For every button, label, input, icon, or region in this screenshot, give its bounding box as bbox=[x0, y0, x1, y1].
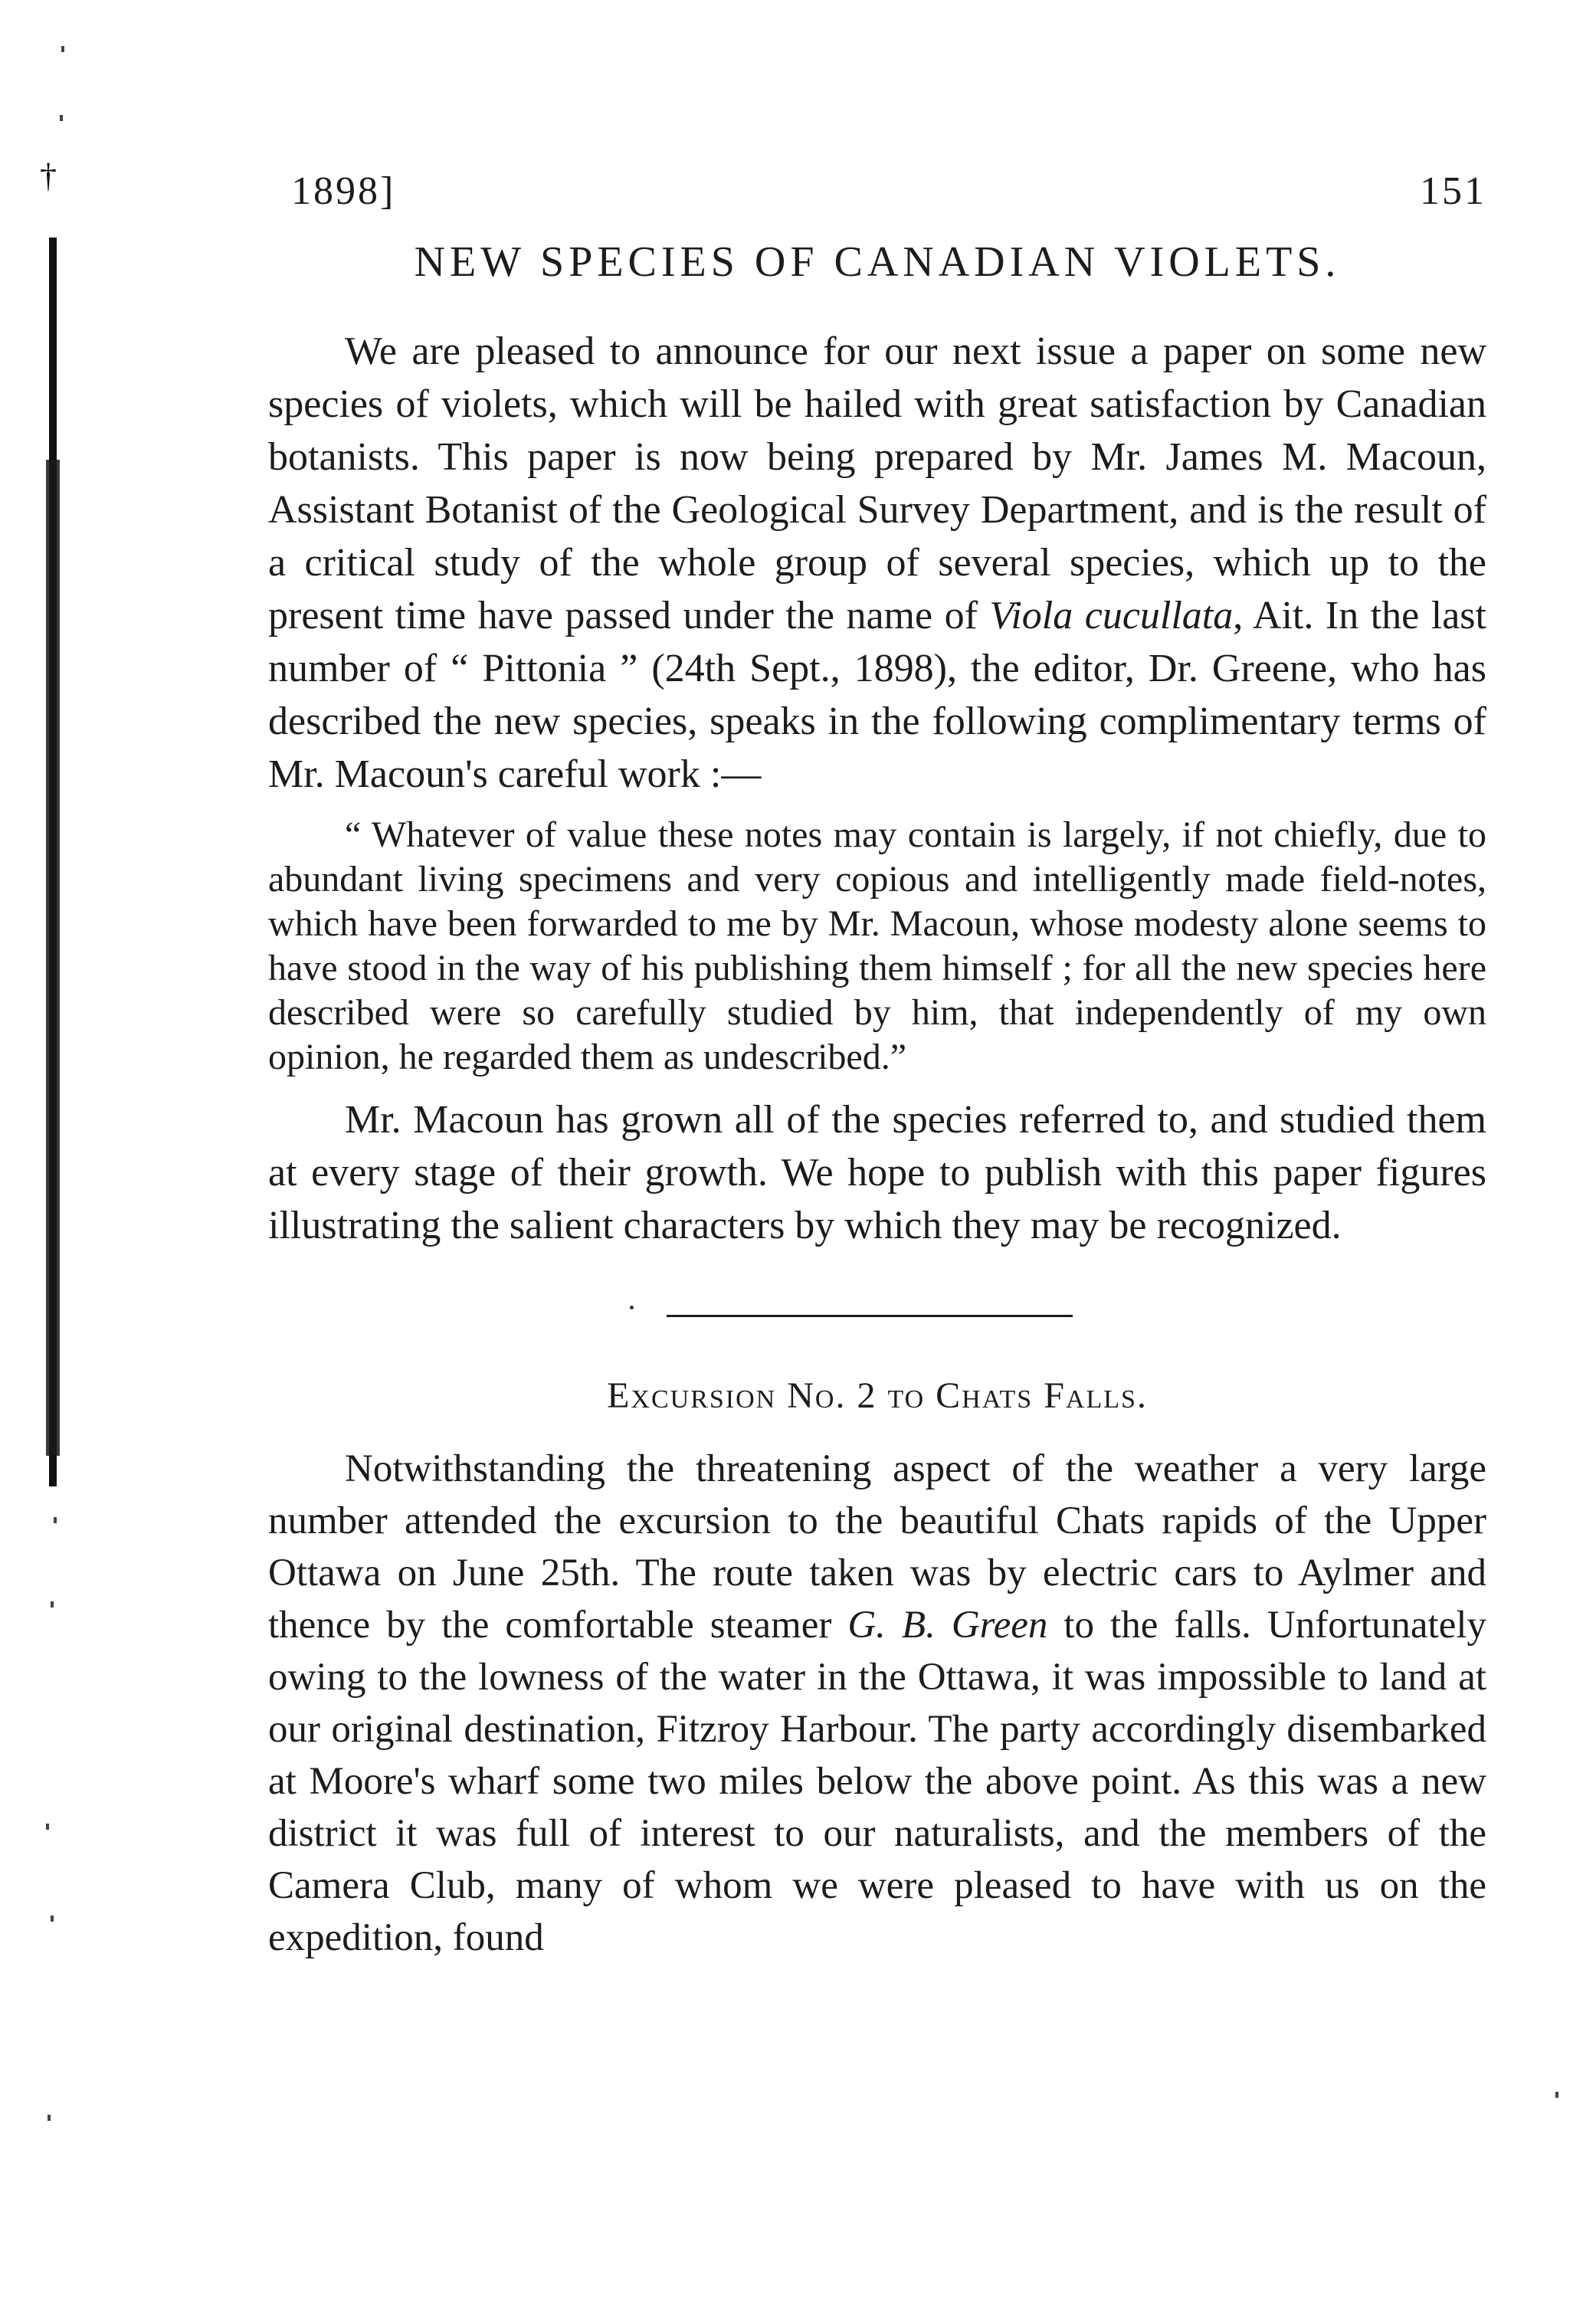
margin-speck bbox=[60, 115, 63, 121]
species-name: Viola cucullata bbox=[989, 594, 1234, 637]
page-number: 151 bbox=[1420, 169, 1486, 213]
article-paragraph bbox=[268, 1443, 1486, 1964]
margin-speck bbox=[46, 1824, 49, 1830]
margin-mark: † bbox=[40, 157, 57, 195]
running-head bbox=[268, 153, 1486, 213]
paragraph-text: We are pleased to announce for our next issue a paper on some new species of violets, which will be hailed with great satisfaction by Canadian botanists. This paper is now being prepared by Mr. James M. Macoun, Assistant Botanist of the Geological Survey Department, and is the result of a critical study of the whole group of several species, which up to the present time have passed under the name of bbox=[268, 329, 1486, 637]
steamer-name: G. B. Green bbox=[847, 1604, 1048, 1647]
book-page bbox=[268, 153, 1486, 1964]
article-paragraph bbox=[268, 325, 1486, 801]
paragraph-text: to the falls. Unfortunately owing to the lowness of the water in the Ottawa, it was impossible to land at our original destination, Fitzroy Harbour. The party accordingly disembarked at Moore's wharf some two miles below the above point. As this was a new district it was full of interest to our naturalists, and the members of the Camera Club, many of whom we were pleased to have with us on the expedition, found bbox=[268, 1604, 1486, 1959]
block-quote: “ Whatever of value these notes may contain is largely, if not chiefly, due to abundant living specimens and very copious and intelligently made field-notes, which have been forwarded to me by Mr. Macoun, whose modesty alone seems to have stood in the way of his publishing them himself ; for all the new species here described were so carefully studied by him, that independently of my own opinion, he regarded them as undescribed.” bbox=[268, 814, 1486, 1077]
running-head-year: 1898] bbox=[291, 169, 396, 213]
divider-dot bbox=[630, 1306, 634, 1309]
section-title: Excursion No. 2 to Chats Falls. bbox=[607, 1375, 1148, 1416]
margin-speck bbox=[48, 2115, 51, 2121]
divider-rule bbox=[667, 1315, 1073, 1317]
binding-shadow-dark bbox=[46, 460, 60, 1456]
margin-speck bbox=[51, 1916, 54, 1922]
margin-speck bbox=[54, 1517, 57, 1523]
article-paragraph: Mr. Macoun has grown all of the species referred to, and studied them at every stage of their growth. We hope to publish with this paper figures illustrating the salient characters by which they may be recognized. bbox=[268, 1098, 1486, 1247]
margin-speck bbox=[61, 46, 64, 52]
paragraph-text: Notwithstanding the threatening aspect of the weather a very large number attended the excursion to the beautiful Chats rapids of the Upper Ottawa on June 25th. The route taken was by electric cars to Aylmer and thence by the comfortable steamer bbox=[268, 1447, 1486, 1647]
paragraph-text: , Ait. In the last number of “ Pittonia ” (24th Sept., 1898), the editor, Dr. Greene, who has described the new species, speaks in the following complimentary terms of Mr. Macoun's careful work :— bbox=[268, 594, 1486, 796]
margin-speck bbox=[1555, 2092, 1558, 2098]
article-title: NEW SPECIES OF CANADIAN VIOLETS. bbox=[414, 238, 1341, 286]
section-divider bbox=[268, 1252, 1486, 1367]
margin-speck bbox=[51, 1601, 54, 1607]
